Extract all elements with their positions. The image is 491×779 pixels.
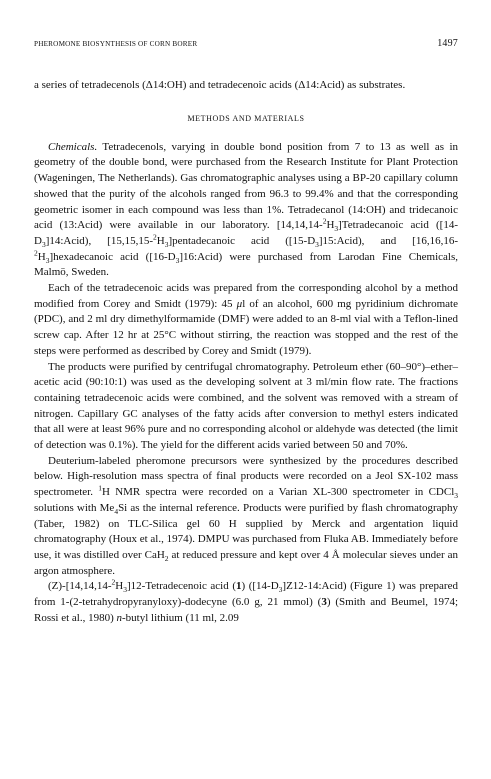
paragraph-purification: The products were purified by centrifugal chromatography. Petroleum ether (60–90°)–ether–acetic acid (90:10:1) was used as the developing solvent at 3 ml/min flow rate. The fractions containing tetradecenoic acids were combined, and the solvent was removed with a stream of nitrogen. Capillary GC analyses of the fatty acids after conversion to methyl esters indicated that all were at least 96% pure and no corresponding alcohol or aldehyde was detected (the limit of detection was 0.1%). The yield for the different acids varied between 50 and 70%. [34,360,458,452]
paragraph-chemicals: Chemicals. Tetradecenols, varying in double bond position from 7 to 13 as well as in geometry of the double bond, were purchased from the Research Institute for Plant Protection (Wageningen, The Netherlands). Gas chromatographic analyses using a BP-20 capillary column showed that the purity of the alcohols ranged from 96.3 to 99.4% and that the corresponding geometric isomer in each compound was less than 1%. Tetradecanol (14:OH) and tridecanoic acid (13:Acid) were available in our laboratory. $[14,14,14-^2H_3]Tetradecanoic$ acid $([14-D_3]14:Acid)$, $[15,15,15-^2H_3]pentadecanoic$ acid $([15-D_3]15:Acid)$, and $[16,16,16-^2H_3]hexadecanoic$ acid $([16-D_3]16:Acid)$ were purchased from Larodan Fine Chemicals, Malmö, Sweden. [34,140,458,279]
article-body [34,78,458,627]
running-head [34,38,458,50]
run-in-heading: Chemicals. [48,140,98,153]
paragraph-deuterium-synthesis: Deuterium-labeled pheromone precursors were synthesized by the procedures described below. High-resolution mass spectra of final products were recorded on a Jeol SX-102 mass spectrometer. $^1$H NMR spectra were recorded on a Varian XL-300 spectrometer in CDCl$_3$ solutions with $Me_4Si$ as the internal reference. Products were purified by flash chromatography (Taber, 1982) on TLC-Silica gel 60 H supplied by Merck and argentation liquid chromatography (Houx et al., 1974). DMPU was purchased from Fluka AB. Immediately before use, it was distilled over CaH$_2$ at reduced pressure and kept over 4 Å molecular sieves under an argon atmosphere. [34,454,459,577]
paragraph-acid-preparation: Each of the tetradecenoic acids was prepared from the corresponding alcohol by a method modified from Corey and Smidt (1979): 45 μl of an alcohol, 600 mg pyridinium dichromate (PDC), and 2 ml dry dimethylformamide (DMF) were added to an 8-ml vial with a Teflon-lined screw cap. After 12 hr at 25°C without stirring, the reaction was stopped and the rest of the steps were performed as described by Corey and Smidt (1979). [34,282,458,357]
page-number: 1497 [437,38,458,49]
intro-fragment: a series of tetradecenols (Δ14:OH) and tetradecenoic acids (Δ14:Acid) as substrates. [34,79,406,91]
running-head-title: PHEROMONE BIOSYNTHESIS OF CORN BORER [34,40,198,48]
section-heading: METHODS AND MATERIALS [187,113,305,123]
journal-page [34,38,458,627]
paragraph-compound-1: $(Z)-[14,14,14-^2H_3]12$-Tetradecenoic acid (1) $([14-D_3]Z12-14:Acid)$ (Figure 1) was prepared from 1-(2-tetrahydropyranyloxy)-dodecyne (6.0 g, 21 mmol) (3) (Smith and Beumel, 1974; Rossi et al., 1980) n-butyl lithium (11 ml, 2.09 [34,577,458,624]
